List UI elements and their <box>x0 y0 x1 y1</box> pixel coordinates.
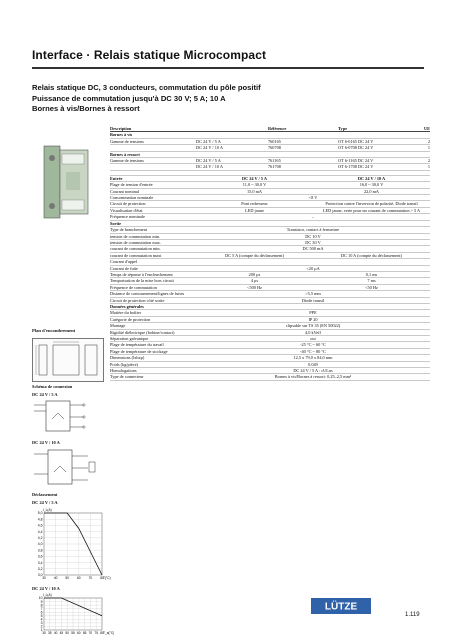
header-type: Type <box>338 126 347 131</box>
x-tick-label: 70 <box>88 631 93 635</box>
cell-value-a: Pont redresseur <box>241 201 268 207</box>
derating-chart-10a <box>32 593 114 637</box>
cell-value-a: DC 5 A (compte du déclassement) <box>225 252 284 258</box>
cell-value-a: LED jaune <box>245 207 264 213</box>
cell-value: -40 °C ~ 80 °C <box>300 348 326 354</box>
brand-text: LÜTZE <box>324 601 358 613</box>
cell-value-a: 15,0 mA <box>246 188 263 194</box>
page-number: 1.119 <box>405 612 420 618</box>
x-tick-label: 40 <box>53 631 58 635</box>
cell-description: Courant nominal <box>110 188 139 194</box>
entree-col-a: DC 24 V / 5 A <box>241 175 268 181</box>
x-tick-label: 55 <box>71 631 75 635</box>
cell-description: Courant de fuite <box>110 265 138 271</box>
header-description: Description <box>110 126 132 131</box>
x-tick-label: 40 <box>53 576 58 580</box>
cell-value: 12,5 x 79,0 x 84,0 mm <box>293 355 333 361</box>
y-tick-label: 3 <box>40 621 43 626</box>
cell-description: Plage de tension d'entrée <box>110 182 153 188</box>
x-tick-label: 30 <box>42 576 46 580</box>
cell-description: Gamme de tensions <box>110 138 144 144</box>
cell-value: IP 20 <box>308 316 318 322</box>
cell-reference: 760708 <box>268 145 281 151</box>
cell-value: 4,0 kVeff <box>305 329 321 335</box>
schema-label: Schéma de connexion <box>32 384 73 389</box>
product-image <box>40 142 100 222</box>
cell-value-a: <500 Hz <box>247 284 262 290</box>
cell-reference: 760165 <box>268 138 281 144</box>
y-tick-label: 4,0 <box>37 542 43 547</box>
cell-description: Courant d'appel <box>110 259 138 265</box>
cell-description: tension de commutation min. <box>110 233 161 239</box>
cell-description: Fréquence nominale <box>110 214 145 220</box>
cell-description: Circuit de protection côté sortie <box>110 297 165 303</box>
x-tick-label: 60 <box>77 576 81 580</box>
cell-description: Distance de contournement/lignes de fuites <box>110 291 185 297</box>
cell-variant: DC 24 V / 10 A <box>196 145 223 151</box>
x-tick-label: 30 <box>42 631 46 635</box>
cell-ue: 2 <box>427 158 430 164</box>
schematic-5a <box>32 399 102 437</box>
cell-description: Dimensions (lxhxp) <box>110 355 145 361</box>
cell-ue: 2 <box>427 138 430 144</box>
cell-value: clipsable sur TS 35 (EN 50022) <box>285 323 341 329</box>
derating-b-label: DC 24 V / 10 A <box>32 586 60 591</box>
y-tick-label: 3,0 <box>37 573 43 578</box>
y-tick-label: 2 <box>40 624 43 629</box>
cell-value-b: <50 Hz <box>365 284 378 290</box>
spec-input-rows <box>110 182 430 220</box>
schema-b-label: DC 24 V / 10 A <box>32 440 60 445</box>
y-tick-label: 6 <box>40 610 43 615</box>
cell-description: courant de commutation min. <box>110 246 161 252</box>
table-row <box>110 374 430 380</box>
y-tick-label: 4,8 <box>37 517 43 522</box>
section-bornes-ressort-label: Bornes à ressort <box>110 151 140 157</box>
spec-general-rows <box>110 310 430 380</box>
cell-variant: DC 24 V / 5 A <box>196 158 221 164</box>
cell-value-b: 0,1 ms <box>365 271 378 277</box>
cell-value: DC 500 mA <box>302 246 324 252</box>
cell-value: oui <box>310 336 316 341</box>
cell-description: Matière du boîtier <box>110 310 142 316</box>
cell-description: Homologations <box>110 368 137 374</box>
y-axis-label: I_L(A) <box>43 593 52 597</box>
cell-description: Rigidité diélectrique (bobine/contact) <box>110 329 175 335</box>
schematic-10a <box>32 448 102 490</box>
y-tick-label: 7 <box>40 606 43 611</box>
cell-description: Catégorie de protection <box>110 316 151 322</box>
cell-value: – <box>311 214 315 220</box>
y-axis-label: I_L(A) <box>43 508 52 512</box>
cell-value: 0.049 <box>308 361 318 367</box>
x-tick-label: 50 <box>65 631 69 635</box>
plan-label: Plan d'encombrement <box>32 328 76 333</box>
y-tick-label: 5,0 <box>37 511 43 516</box>
order-vis-rows <box>110 139 430 152</box>
cell-value: DC 10 V <box>305 233 321 239</box>
cell-type: OT 6-1165 DC 24 V <box>338 158 374 164</box>
cell-variant: DC 24 V / 10 A <box>196 164 223 170</box>
x-tick-label: 80 <box>100 576 104 580</box>
y-tick-label: 4,4 <box>37 529 43 534</box>
cell-value: -25 °C ~ 60 °C <box>300 342 326 348</box>
cell-value: DC 30 V <box>305 239 321 245</box>
x-axis-label: T_a(°C) <box>103 631 114 635</box>
cell-description: Visualisation d'état <box>110 207 143 213</box>
y-tick-label: 3,6 <box>37 554 43 559</box>
spec-output-rows <box>110 227 430 304</box>
y-tick-label: 4 <box>40 617 43 622</box>
cell-description: Type de branchement <box>110 227 147 233</box>
cell-type: OT 6-0165 DC 24 V <box>338 138 374 144</box>
subtitle-line-1: Relais statique DC, 3 conducteurs, commutation du pôle positif <box>32 83 261 92</box>
cell-reference: 761708 <box>268 164 281 170</box>
x-tick-label: 65 <box>82 631 87 635</box>
y-tick-label: 9 <box>40 599 43 604</box>
x-tick-label: 50 <box>65 576 69 580</box>
cell-description: Consommation nominale <box>110 195 154 201</box>
general-label: Données générales <box>110 303 144 309</box>
cell-description: Type de connecteur <box>110 374 144 380</box>
cell-ue: 1 <box>427 164 430 170</box>
brand-logo <box>311 598 371 614</box>
cell-description: Temps de réponse à l'enclenchement <box>110 271 173 277</box>
cell-description: Montage <box>110 323 126 329</box>
cell-reference: 761165 <box>268 158 281 164</box>
entree-col-b: DC 24 V / 10 A <box>357 175 386 181</box>
cell-value: Bornes à vis/Bornes à ressort: 0,25–2,5 mm² <box>274 374 352 380</box>
x-tick-label: 80 <box>100 631 104 635</box>
derating-chart-5a <box>32 507 114 585</box>
cell-value: <8 V <box>308 195 318 201</box>
cell-description: Circuit de protection <box>110 201 146 207</box>
sortie-label: Sortie <box>110 220 121 226</box>
x-tick-label: 45 <box>59 631 64 635</box>
schema-a-label: DC 24 V / 5 A <box>32 392 58 397</box>
subtitle-line-3: Bornes à vis/Bornes à ressort <box>32 104 140 113</box>
y-tick-label: 1 <box>40 628 43 633</box>
cell-value: PPE <box>309 310 317 316</box>
cell-value-b: LED jaune, verte pour un courant de commutation > 5 A <box>322 207 421 213</box>
derating-label: Déclassement <box>32 492 58 497</box>
cell-value-a: 4 µs <box>250 278 259 284</box>
y-tick-label: 3,8 <box>37 548 43 553</box>
subtitle-line-2: Puissance de commutation jusqu'à DC 30 V; 5 A; 10 A <box>32 93 226 103</box>
spec-table <box>110 126 430 381</box>
section-bornes-vis-label: Bornes à vis <box>110 132 133 138</box>
x-tick-label: 75 <box>94 631 98 635</box>
y-tick-label: 3,2 <box>37 567 43 571</box>
y-tick-label: 5 <box>40 613 43 618</box>
dimension-drawing <box>32 338 104 382</box>
cell-description: Temporisation de la mise hors circuit <box>110 278 174 284</box>
cell-value-b: 7 ms <box>367 278 376 284</box>
x-tick-label: 35 <box>48 631 52 635</box>
x-axis-label: T(°C) <box>103 576 111 580</box>
cell-ue: 1 <box>427 145 430 151</box>
x-tick-label: 70 <box>88 576 93 580</box>
order-ressort-rows <box>110 158 430 171</box>
cell-value-a: 200 µs <box>248 271 261 277</box>
header-reference: Référence <box>268 126 287 131</box>
cell-value-a: 11,0 ~ 30,0 V <box>242 182 267 188</box>
cell-value: DC 24 V / 5 A : cULus <box>293 368 333 374</box>
derating-a-label: DC 24 V / 5 A <box>32 500 58 505</box>
cell-description: Gamme de tensions <box>110 158 144 164</box>
y-tick-label: 8 <box>40 603 43 608</box>
y-tick-label: 4,2 <box>37 536 43 540</box>
cell-value: <20 µA <box>306 265 320 271</box>
cell-value-b: DC 10 A (compte du déclassement) <box>341 252 402 258</box>
y-tick-label: 10 <box>38 596 43 601</box>
cell-value-b: Protection contre l'inversion de polarité, Diode transil <box>325 201 418 207</box>
subtitle-block <box>32 83 261 115</box>
y-tick-label: 3,4 <box>37 560 43 565</box>
entree-label: Entrée <box>110 175 123 181</box>
cell-description: courant de commutation maxi <box>110 252 162 258</box>
y-tick-label: 4,6 <box>37 523 43 528</box>
cell-description: Plage de température du travail <box>110 342 164 348</box>
header-ue: UE <box>424 126 430 131</box>
title-rule <box>32 67 424 69</box>
cell-value-b: 16,0 ~ 30,0 V <box>359 182 384 188</box>
cell-variant: DC 24 V / 5 A <box>196 138 221 144</box>
cell-type: OT 6-0708 DC 24 V <box>338 145 374 151</box>
x-tick-label: 60 <box>77 631 81 635</box>
page-title: Interface · Relais statique Microcompact <box>32 48 267 62</box>
cell-description: Séparation galvanique <box>110 336 149 341</box>
cell-type: OT 6-1708 DC 24 V <box>338 164 374 170</box>
cell-value-b: 22,0 mA <box>363 188 380 194</box>
cell-value: Transistor, contact à fermeture <box>286 227 340 233</box>
cell-description: Plage de température de stockage <box>110 348 168 354</box>
cell-description: tension de commutation max. <box>110 239 161 245</box>
cell-value: Diode transil <box>301 297 325 303</box>
cell-value: >5,5 mm <box>305 291 321 297</box>
cell-description: Poids (kg/pièce) <box>110 361 139 367</box>
cell-description: Fréquence de commutation <box>110 284 157 290</box>
